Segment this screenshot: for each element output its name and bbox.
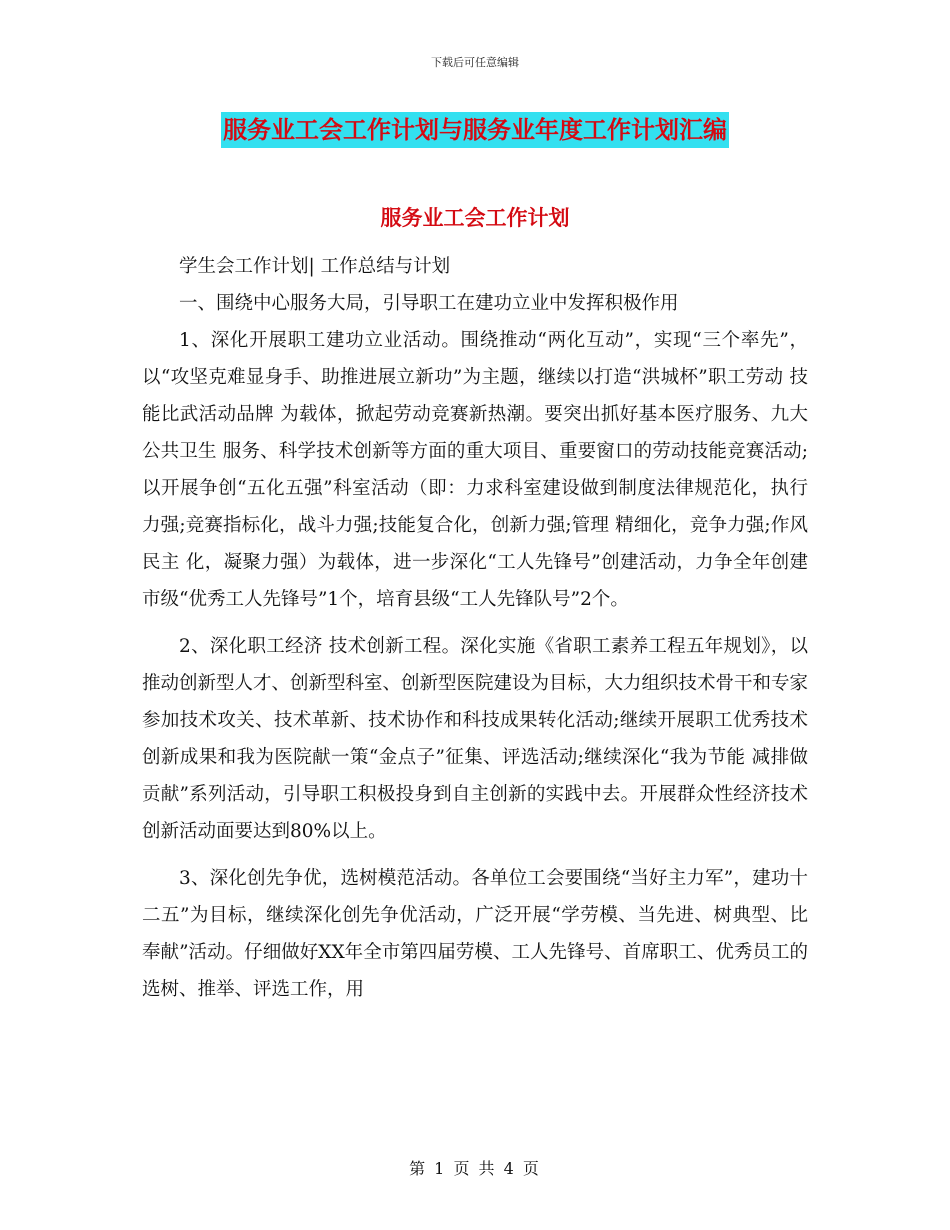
paragraph-item-3: 3、深化创先争优，选树模范活动。各单位工会要围绕“当好主力军”，建功十二五”为目标，继续深化创先争优活动，广泛开展“学劳模、当先进、树典型、比奉献”活动。仔细做好XX年全市第四届劳模、工人先锋号、首席职工、优秀员工的选树、推举、评选工作，用 (142, 868, 808, 1000)
section-title: 服务业工会工作计划 (380, 206, 570, 230)
document-body (142, 248, 808, 1008)
paragraph-section-one-heading: 一、围绕中心服务大局，引导职工在建功立业中发挥积极作用 (179, 293, 679, 314)
document-title (0, 112, 950, 148)
paragraph-item-1: 1、深化开展职工建功立业活动。围绕推动“两化互动”，实现“三个率先”，以“攻坚克难显身手、助推进展立新功”为主题，继续以打造“洪城杯”职工劳动 技能比武活动品牌 为载体，掀起劳动竞赛新热潮。要突出抓好基本医疗服务、九大公共卫生 服务、科学技术创新等方面的重大项目、重要窗口的劳动技能竞赛活动;以开展争创“五化五强”科室活动（即：力求科室建设做到制度法律规范化，执行力强;竞赛指标化，战斗力强;技能复合化，创新力强;管理 精细化，竞争力强;作风民主 化，凝聚力强）为载体，进一步深化“工人先锋号”创建活动，力争全年创建市级“优秀工人先锋号”1个，培育县级“工人先锋队号”2个。 (142, 330, 808, 610)
paragraph-subheading: 学生会工作计划| 工作总结与计划 (179, 256, 451, 277)
paragraph-item-2: 2、深化职工经济 技术创新工程。深化实施《省职工素养工程五年规划》，以推动创新型人才、创新型科室、创新型医院建设为目标，大力组织技术骨干和专家参加技术攻关、技术革新、技术协作和科技成果转化活动;继续开展职工优秀技术创新成果和我为医院献一策“金点子”征集、评选活动;继续深化“我为节能 减排做贡献”系列活动，引导职工积极投身到自主创新的实践中去。开展群众性经济技术创新活动面要达到80%以上。 (142, 636, 809, 842)
header-note: 下载后可任意编辑 (431, 56, 519, 69)
document-title-text: 服务业工会工作计划与服务业年度工作计划汇编 (221, 112, 729, 148)
page-footer: 第 1 页 共 4 页 (409, 1159, 541, 1178)
